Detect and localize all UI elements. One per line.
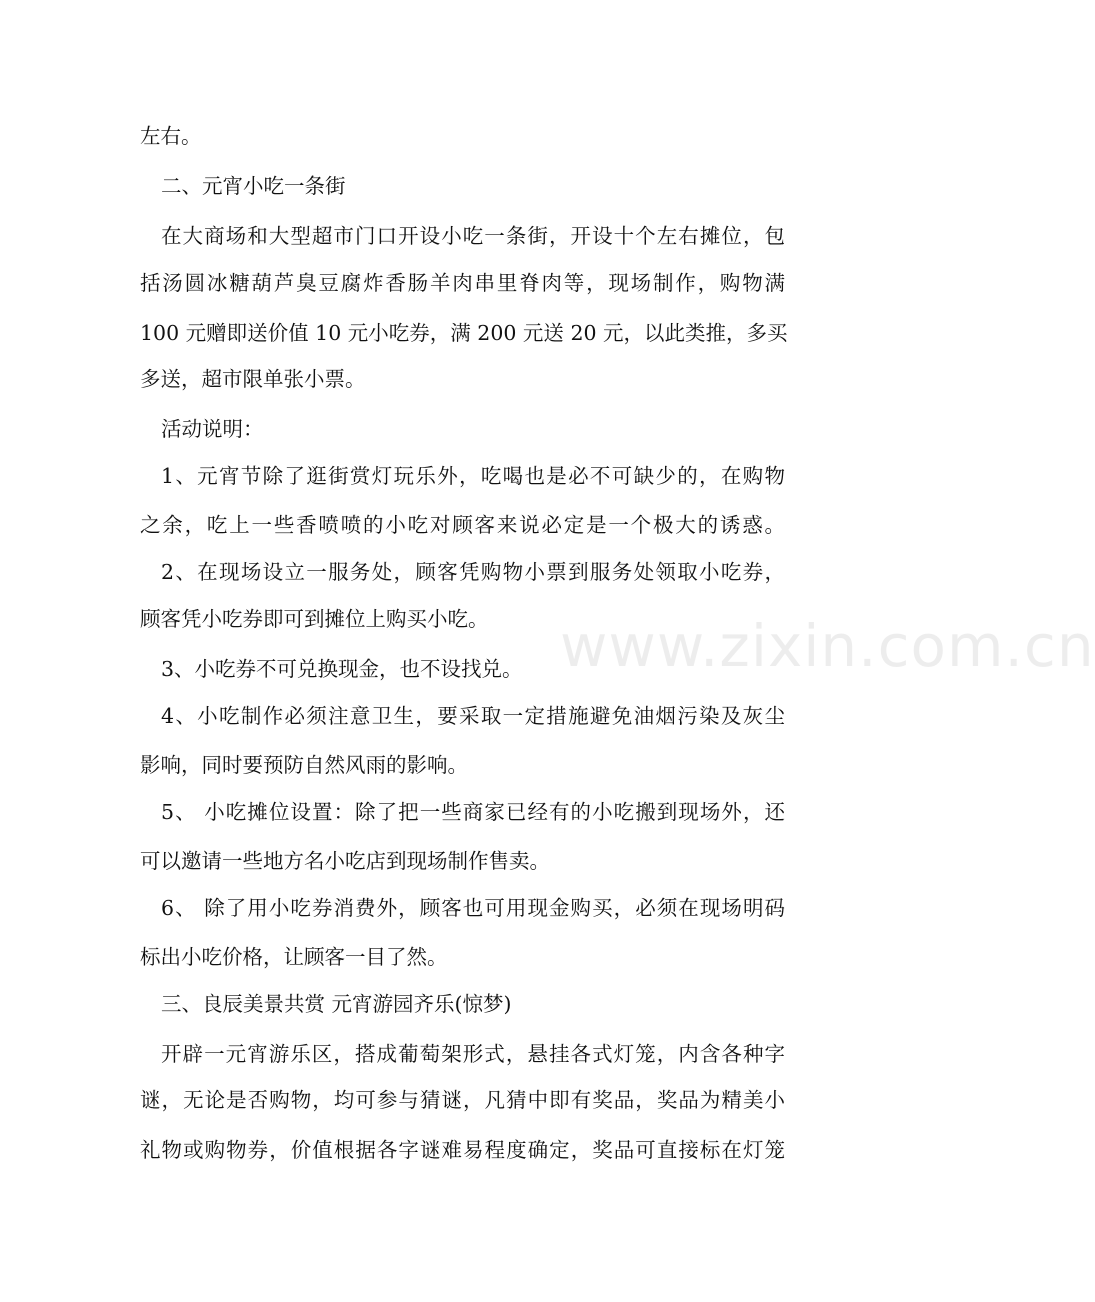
list-item-line: 5、 小吃摊位设置：除了把一些商家已经有的小吃搬到现场外，还 (161, 800, 785, 824)
list-item-line: 之余，吃上一些香喷喷的小吃对顾客来说必定是一个极大的诱惑。 (140, 513, 785, 537)
list-item-line: 顾客凭小吃券即可到摊位上购买小吃。 (140, 607, 489, 631)
paragraph-line: 开辟一元宵游乐区，搭成葡萄架形式，悬挂各式灯笼，内含各种字 (161, 1042, 785, 1066)
list-item-line: 可以邀请一些地方名小吃店到现场制作售卖。 (140, 849, 550, 873)
paragraph-line: 100 元赠即送价值 10 元小吃券，满 200 元送 20 元，以此类推，多买 (140, 321, 788, 345)
list-item-line: 6、 除了用小吃券消费外，顾客也可用现金购买，必须在现场明码 (161, 896, 785, 920)
list-item-line: 3、小吃券不可兑换现金，也不设找兑。 (161, 657, 523, 681)
text-line: 左右。 (140, 124, 202, 148)
subheading: 活动说明： (161, 417, 264, 441)
paragraph-line: 礼物或购物券，价值根据各字谜难易程度确定，奖品可直接标在灯笼 (140, 1138, 785, 1162)
paragraph-line: 在大商场和大型超市门口开设小吃一条街，开设十个左右摊位，包 (161, 224, 785, 248)
watermark: www.zixin.com.cn (560, 612, 1095, 680)
list-item-line: 影响，同时要预防自然风雨的影响。 (140, 753, 468, 777)
list-item-line: 标出小吃价格，让顾客一目了然。 (140, 945, 448, 969)
list-item-line: 1、元宵节除了逛街赏灯玩乐外，吃喝也是必不可缺少的，在购物 (161, 464, 785, 488)
list-item-line: 4、小吃制作必须注意卫生，要采取一定措施避免油烟污染及灰尘 (161, 704, 785, 728)
paragraph-line: 括汤圆冰糖葫芦臭豆腐炸香肠羊肉串里脊肉等，现场制作，购物满 (140, 271, 785, 295)
list-item-line: 2、在现场设立一服务处，顾客凭购物小票到服务处领取小吃券， (161, 560, 785, 584)
paragraph-line: 多送，超市限单张小票。 (140, 367, 366, 391)
section-heading: 二、元宵小吃一条街 (161, 174, 346, 198)
paragraph-line: 谜，无论是否购物，均可参与猜谜，凡猜中即有奖品，奖品为精美小 (140, 1088, 785, 1112)
section-heading: 三、良辰美景共赏 元宵游园齐乐(惊梦) (161, 992, 512, 1016)
